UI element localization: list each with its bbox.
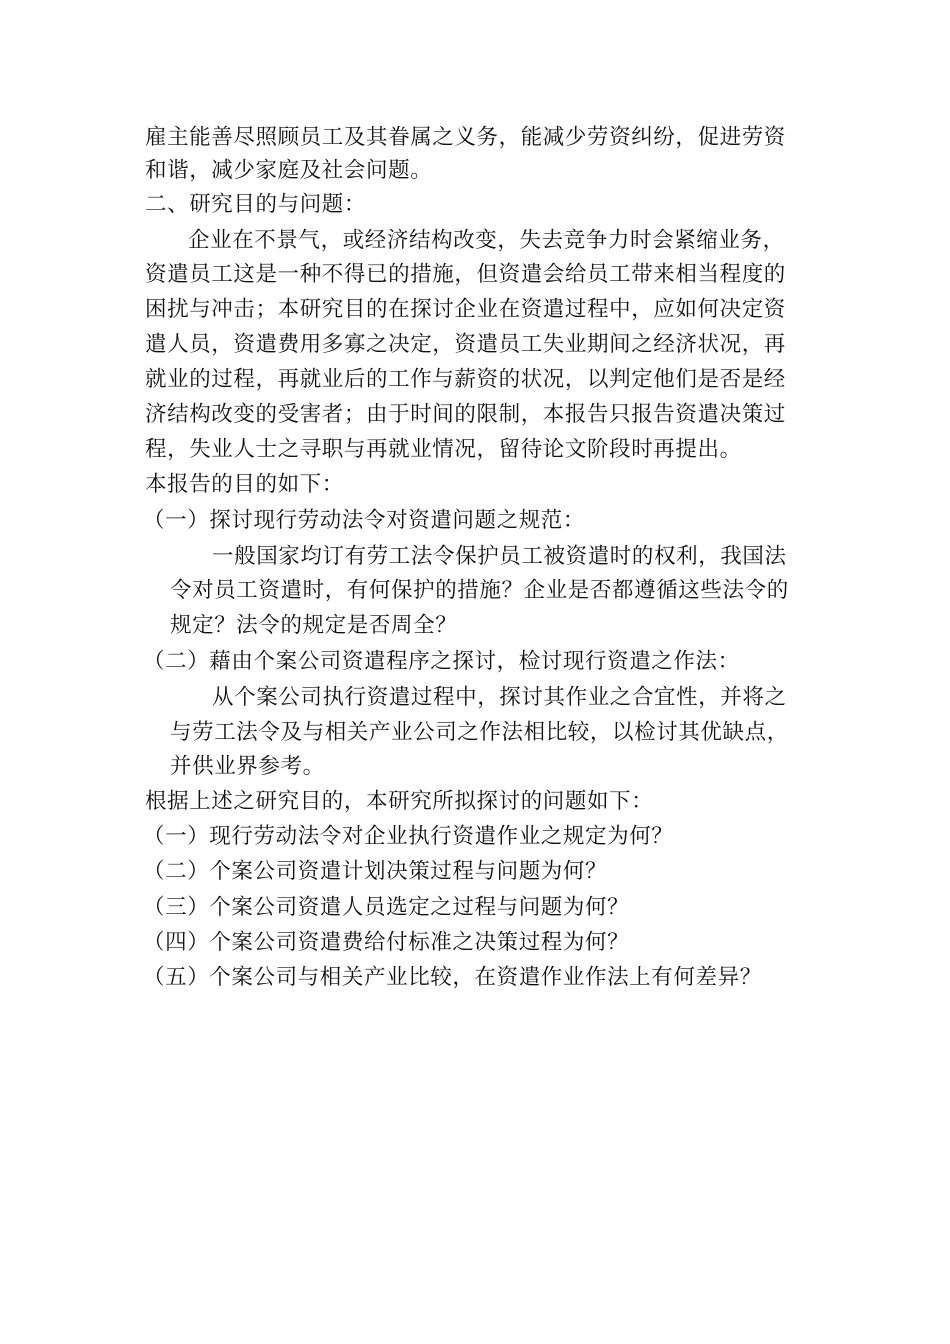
paragraph-line: 企业在不景气，或经济结构改变，失去竞争力时会紧缩业务，	[188, 228, 785, 253]
list-item-heading: （一）探讨现行劳动法令对资遣问题之规范：	[143, 508, 586, 533]
paragraph-line: 并供业界参考。	[170, 754, 325, 779]
list-item-heading: （二）藉由个案公司资遣程序之探讨，检讨现行资遣之作法：	[143, 649, 740, 674]
paragraph-line: 雇主能善尽照顾员工及其眷属之义务，能减少劳资纠纷，促进劳资	[145, 125, 786, 150]
list-item: （一）现行劳动法令对企业执行资遣作业之规定为何？	[143, 824, 674, 849]
list-item: （二）个案公司资遣计划决策过程与问题为何？	[143, 859, 608, 884]
list-item: （三）个案公司资遣人员选定之过程与问题为何？	[143, 895, 630, 920]
paragraph-line: 令对员工资遣时，有何保护的措施？企业是否都遵循这些法令的	[170, 578, 789, 603]
paragraph-line: 从个案公司执行资遣过程中，探讨其作业之合宜性，并将之	[212, 685, 787, 710]
paragraph-line: 本报告的目的如下：	[145, 472, 344, 497]
paragraph-line: 济结构改变的受害者；由于时间的限制，本报告只报告资遣决策过	[145, 402, 786, 427]
paragraph-line: 规定？法令的规定是否周全？	[170, 613, 458, 638]
paragraph-line: 程，失业人士之寻职与再就业情况，留待论文阶段时再提出。	[145, 437, 742, 462]
list-item: （四）个案公司资遣费给付标准之决策过程为何？	[143, 930, 630, 955]
paragraph-line: 根据上述之研究目的，本研究所拟探讨的问题如下：	[145, 789, 654, 814]
section-heading: 二、研究目的与问题：	[145, 192, 367, 217]
paragraph-line: 困扰与冲击；本研究目的在探讨企业在资遣过程中，应如何决定资	[145, 297, 786, 322]
list-item: （五）个案公司与相关产业比较，在资遣作业作法上有何差异？	[143, 965, 762, 990]
paragraph-line: 与劳工法令及与相关产业公司之作法相比较，以检讨其优缺点，	[170, 720, 789, 745]
paragraph-line: 遣人员，资遣费用多寡之决定，资遣员工失业期间之经济状况，再	[145, 332, 786, 357]
paragraph-line: 和谐，减少家庭及社会问题。	[145, 158, 433, 183]
paragraph-line: 一般国家均订有劳工法令保护员工被资遣时的权利，我国法	[212, 544, 787, 569]
paragraph-line: 资遣员工这是一种不得已的措施，但资遣会给员工带来相当程度的	[145, 262, 786, 287]
paragraph-line: 就业的过程，再就业后的工作与薪资的状况，以判定他们是否是经	[145, 367, 786, 392]
